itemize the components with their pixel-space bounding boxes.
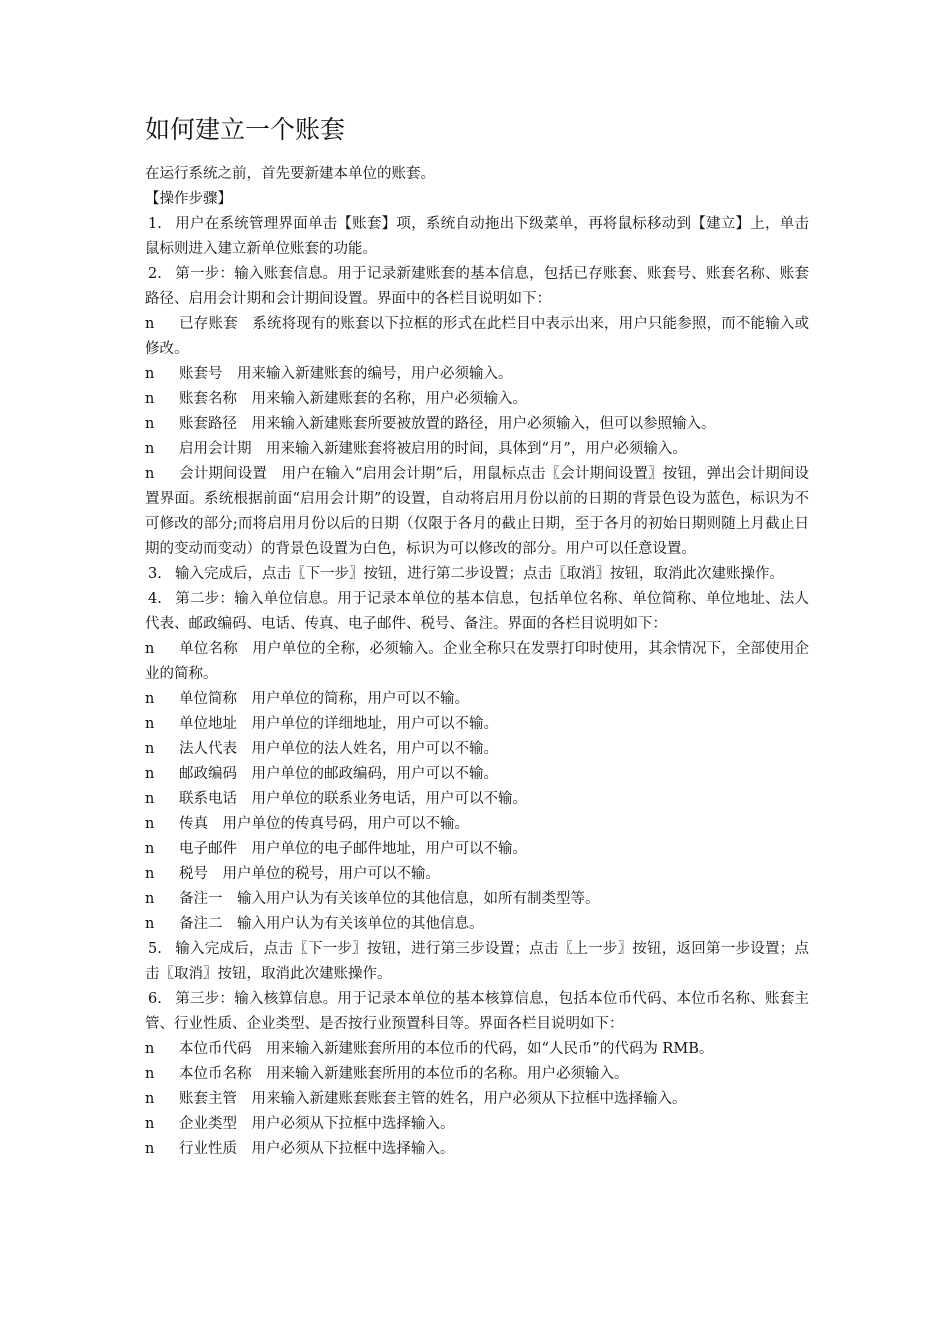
bullet-item (145, 462, 809, 562)
bullet-item (145, 912, 809, 937)
bullet-marker: n (145, 1091, 155, 1107)
numbered-step (145, 262, 809, 312)
bullet-marker: n (145, 316, 155, 332)
line-text: 本位币名称 用来输入新建账套所用的本位币的名称。用户必须输入。 (179, 1066, 629, 1082)
bullet-marker: n (145, 866, 155, 882)
line-text: 用户在系统管理界面单击【账套】项，系统自动拖出下级菜单，再将鼠标移动到【建立】上，单击鼠标则进入建立新单位账套的功能。 (145, 216, 809, 257)
steps-list (145, 212, 809, 1162)
line-text: 输入完成后，点击〖下一步〗按钮，进行第三步设置；点击〖上一步〗按钮，返回第一步设置；点击〖取消〗按钮，取消此次建账操作。 (145, 941, 809, 982)
page-title: 如何建立一个账套 (145, 115, 346, 144)
line-text: 账套号 用来输入新建账套的编号，用户必须输入。 (179, 366, 513, 382)
bullet-marker: n (145, 641, 155, 657)
line-text: 单位名称 用户单位的全称，必须输入。企业全称只在发票打印时使用，其余情况下，全部使用企业的简称。 (145, 641, 809, 682)
line-text: 第二步：输入单位信息。用于记录本单位的基本信息，包括单位名称、单位简称、单位地址、法人代表、邮政编码、电话、传真、电子邮件、税号、备注。界面的各栏目说明如下： (145, 591, 809, 632)
line-text: 备注一 输入用户认为有关该单位的其他信息，如所有制类型等。 (179, 891, 600, 907)
bullet-item (145, 387, 809, 412)
bullet-item (145, 412, 809, 437)
bullet-item (145, 312, 809, 362)
bullet-marker: n (145, 691, 155, 707)
bullet-item (145, 837, 809, 862)
line-text: 邮政编码 用户单位的邮政编码，用户可以不输。 (179, 766, 498, 782)
bullet-marker: n (145, 1066, 155, 1082)
step-number: 3. (148, 566, 162, 582)
line-text: 行业性质 用户必须从下拉框中选择输入。 (179, 1141, 455, 1157)
line-text: 第一步：输入账套信息。用于记录新建账套的基本信息，包括已存账套、账套号、账套名称、账套路径、启用会计期和会计期间设置。界面中的各栏目说明如下： (145, 266, 809, 307)
line-text: 传真 用户单位的传真号码，用户可以不输。 (179, 816, 469, 832)
bullet-item (145, 712, 809, 737)
line-text: 账套名称 用来输入新建账套的名称，用户必须输入。 (179, 391, 527, 407)
bullet-marker: n (145, 791, 155, 807)
numbered-step (145, 987, 809, 1037)
numbered-step (145, 937, 809, 987)
line-text: 已存账套 系统将现有的账套以下拉框的形式在此栏目中表示出来，用户只能参照，而不能输入或修改。 (145, 316, 809, 357)
bullet-marker: n (145, 1141, 155, 1157)
bullet-item (145, 737, 809, 762)
bullet-marker: n (145, 891, 155, 907)
bullet-marker: n (145, 466, 155, 482)
document-page (145, 110, 809, 1162)
line-text: 第三步：输入核算信息。用于记录本单位的基本核算信息，包括本位币代码、本位币名称、账套主管、行业性质、企业类型、是否按行业预置科目等。界面各栏目说明如下： (145, 991, 809, 1032)
bullet-marker: n (145, 766, 155, 782)
step-number: 1. (148, 216, 162, 232)
line-text: 本位币代码 用来输入新建账套所用的本位币的代码，如“人民币”的代码为 RMB。 (179, 1041, 714, 1057)
bullet-marker: n (145, 716, 155, 732)
bullet-marker: n (145, 841, 155, 857)
bullet-item (145, 1087, 809, 1112)
intro-paragraph: 在运行系统之前，首先要新建本单位的账套。 (145, 166, 435, 182)
line-text: 备注二 输入用户认为有关该单位的其他信息。 (179, 916, 484, 932)
numbered-step (145, 212, 809, 262)
bullet-item (145, 1062, 809, 1087)
bullet-marker: n (145, 1041, 155, 1057)
bullet-item (145, 1112, 809, 1137)
line-text: 账套路径 用来输入新建账套所要被放置的路径，用户必须输入，但可以参照输入。 (179, 416, 716, 432)
line-text: 单位地址 用户单位的详细地址，用户可以不输。 (179, 716, 498, 732)
line-text: 单位简称 用户单位的简称，用户可以不输。 (179, 691, 469, 707)
bullet-item (145, 787, 809, 812)
bullet-item (145, 762, 809, 787)
bullet-item (145, 1037, 809, 1062)
bullet-item (145, 862, 809, 887)
line-text: 税号 用户单位的税号，用户可以不输。 (179, 866, 440, 882)
bullet-item (145, 687, 809, 712)
line-text: 法人代表 用户单位的法人姓名，用户可以不输。 (179, 741, 498, 757)
line-text: 电子邮件 用户单位的电子邮件地址，用户可以不输。 (179, 841, 527, 857)
line-text: 输入完成后，点击〖下一步〗按钮，进行第二步设置；点击〖取消〗按钮，取消此次建账操作。 (175, 566, 784, 582)
bullet-marker: n (145, 441, 155, 457)
step-number: 4. (148, 591, 162, 607)
numbered-step (145, 587, 809, 637)
bullet-marker: n (145, 741, 155, 757)
bullet-marker: n (145, 366, 155, 382)
bullet-marker: n (145, 1116, 155, 1132)
bullet-item (145, 812, 809, 837)
step-number: 5. (148, 941, 162, 957)
bullet-marker: n (145, 391, 155, 407)
step-number: 2. (148, 266, 162, 282)
steps-heading: 【操作步骤】 (145, 191, 232, 207)
bullet-marker: n (145, 816, 155, 832)
bullet-item (145, 437, 809, 462)
bullet-item (145, 887, 809, 912)
numbered-step (145, 562, 809, 587)
line-text: 账套主管 用来输入新建账套账套主管的姓名，用户必须从下拉框中选择输入。 (179, 1091, 687, 1107)
bullet-item (145, 1137, 809, 1162)
bullet-item (145, 362, 809, 387)
bullet-marker: n (145, 916, 155, 932)
line-text: 启用会计期 用来输入新建账套将被启用的时间，具体到“月”，用户必须输入。 (179, 441, 687, 457)
bullet-marker: n (145, 416, 155, 432)
step-number: 6. (148, 991, 162, 1007)
bullet-item (145, 637, 809, 687)
line-text: 会计期间设置 用户在输入“启用会计期”后，用鼠标点击〖会计期间设置〗按钮，弹出会计期间设置界面。系统根据前面“启用会计期”的设置，自动将启用月份以前的日期的背景色设为蓝色，标识为不可修改的部分;而将启用月份以后的日期（仅限于各月的截止日期，至于各月的初始日期则随上月截止日期的变动而变动）的背景色设置为白色，标识为可以修改的部分。用户可以任意设置。 (145, 466, 809, 557)
line-text: 企业类型 用户必须从下拉框中选择输入。 (179, 1116, 455, 1132)
line-text: 联系电话 用户单位的联系业务电话，用户可以不输。 (179, 791, 527, 807)
